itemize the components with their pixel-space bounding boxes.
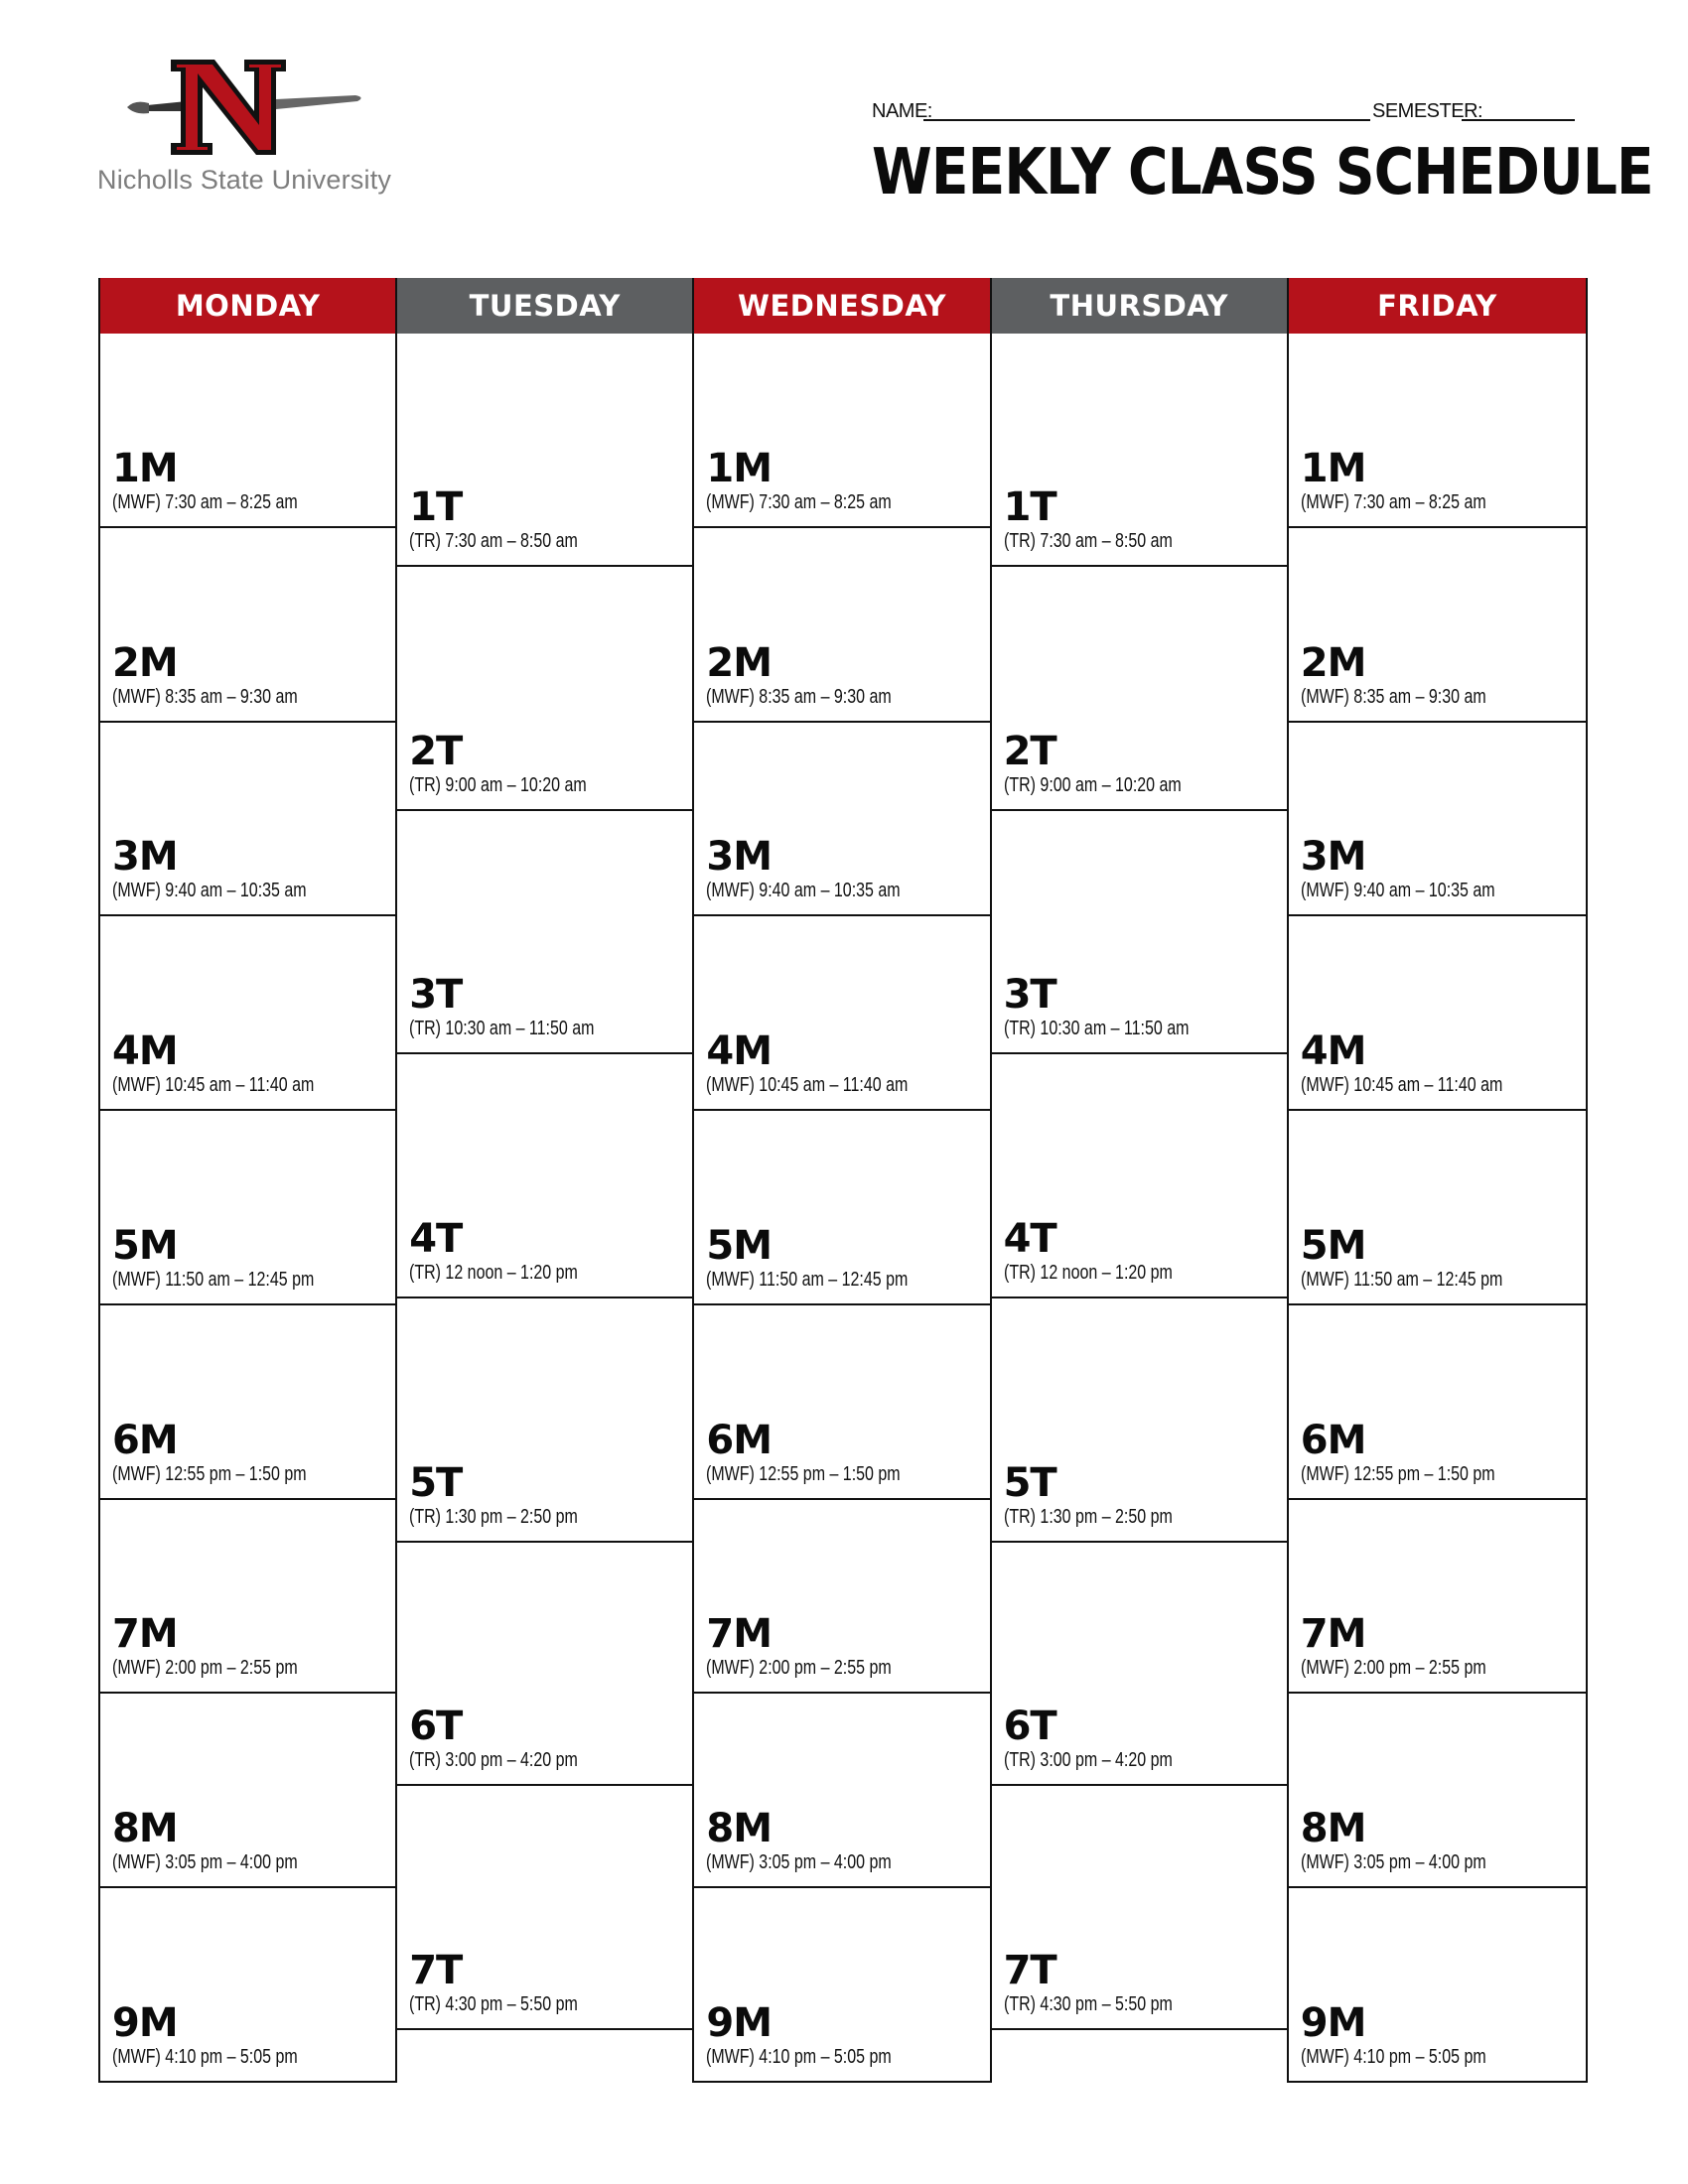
slot-code: 9M bbox=[706, 1999, 773, 2046]
slot-5m[interactable] bbox=[100, 1111, 395, 1305]
slot-time: (TR) 3:00 pm – 4:20 pm bbox=[1003, 1749, 1173, 1772]
slot-time: (MWF) 3:05 pm – 4:00 pm bbox=[1300, 1851, 1486, 1874]
university-logo bbox=[97, 37, 395, 208]
slot-code: 2T bbox=[1003, 728, 1056, 774]
slot-time: (TR) 1:30 pm – 2:50 pm bbox=[1003, 1505, 1173, 1528]
slot-time: (MWF) 3:05 pm – 4:00 pm bbox=[706, 1851, 893, 1874]
slot-code: 2M bbox=[1300, 639, 1366, 686]
slot-code: 8M bbox=[112, 1806, 178, 1852]
slot-code: 8M bbox=[1300, 1806, 1366, 1852]
slot-time: (TR) 4:30 pm – 5:50 pm bbox=[1003, 1993, 1173, 2016]
slot-code: 1T bbox=[409, 484, 463, 531]
slot-code: 2T bbox=[409, 728, 463, 774]
day-column-wednesday bbox=[694, 278, 991, 2083]
schedule-grid bbox=[98, 278, 1588, 2083]
slot-4m[interactable] bbox=[100, 916, 395, 1111]
slot-code: 1M bbox=[706, 445, 773, 491]
slot-1t[interactable] bbox=[397, 334, 692, 567]
slot-3m[interactable] bbox=[694, 723, 989, 917]
slot-7t[interactable] bbox=[992, 1786, 1287, 2030]
slot-time: (MWF) 2:00 pm – 2:55 pm bbox=[706, 1657, 893, 1680]
slot-3m[interactable] bbox=[1289, 723, 1586, 917]
slot-time: (MWF) 9:40 am – 10:35 am bbox=[112, 880, 307, 902]
slot-time: (MWF) 7:30 am – 8:25 am bbox=[706, 490, 893, 513]
slot-code: 6M bbox=[1300, 1417, 1366, 1463]
slot-code: 2M bbox=[112, 639, 178, 686]
slot-time: (MWF) 8:35 am – 9:30 am bbox=[1300, 685, 1486, 708]
slot-code: 2M bbox=[706, 639, 773, 686]
slot-6m[interactable] bbox=[100, 1305, 395, 1500]
slot-code: 4M bbox=[706, 1028, 773, 1075]
slot-6m[interactable] bbox=[1289, 1305, 1586, 1500]
slot-time: (TR) 3:00 pm – 4:20 pm bbox=[409, 1749, 579, 1772]
semester-field[interactable] bbox=[1462, 119, 1575, 121]
slot-code: 6T bbox=[1003, 1704, 1056, 1750]
slot-code: 4T bbox=[409, 1216, 463, 1263]
slot-9m[interactable] bbox=[694, 1888, 989, 2083]
slot-5t[interactable] bbox=[992, 1298, 1287, 1543]
slot-code: 3T bbox=[1003, 972, 1056, 1019]
slot-3t[interactable] bbox=[992, 811, 1287, 1055]
slot-6m[interactable] bbox=[694, 1305, 989, 1500]
slot-4t[interactable] bbox=[992, 1054, 1287, 1298]
slot-1t[interactable] bbox=[992, 334, 1287, 567]
slot-time: (TR) 9:00 am – 10:20 am bbox=[409, 773, 587, 796]
slot-9m[interactable] bbox=[1289, 1888, 1586, 2083]
slot-code: 7T bbox=[409, 1948, 463, 1994]
slot-code: 9M bbox=[112, 1999, 178, 2046]
slot-5t[interactable] bbox=[397, 1298, 692, 1543]
slot-time: (TR) 10:30 am – 11:50 am bbox=[1003, 1018, 1190, 1040]
slot-time: (MWF) 2:00 pm – 2:55 pm bbox=[112, 1657, 298, 1680]
slot-8m[interactable] bbox=[1289, 1694, 1586, 1888]
slot-time: (TR) 4:30 pm – 5:50 pm bbox=[409, 1993, 579, 2016]
slot-time: (MWF) 8:35 am – 9:30 am bbox=[706, 685, 893, 708]
slot-3t[interactable] bbox=[397, 811, 692, 1055]
slot-code: 8M bbox=[706, 1806, 773, 1852]
slot-time: (MWF) 10:45 am – 11:40 am bbox=[1300, 1074, 1503, 1097]
day-column-tuesday bbox=[397, 278, 694, 2083]
day-header-thursday: THURSDAY bbox=[992, 278, 1287, 334]
day-header-friday: FRIDAY bbox=[1289, 278, 1586, 334]
slot-code: 5M bbox=[112, 1222, 178, 1269]
slot-5m[interactable] bbox=[1289, 1111, 1586, 1305]
slot-time: (MWF) 4:10 pm – 5:05 pm bbox=[112, 2045, 298, 2068]
slot-time: (MWF) 10:45 am – 11:40 am bbox=[706, 1074, 909, 1097]
slot-6t[interactable] bbox=[992, 1543, 1287, 1787]
slot-8m[interactable] bbox=[694, 1694, 989, 1888]
slot-code: 5T bbox=[1003, 1459, 1056, 1506]
slot-code: 3M bbox=[706, 834, 773, 881]
slot-time: (MWF) 8:35 am – 9:30 am bbox=[112, 685, 298, 708]
slot-time: (TR) 9:00 am – 10:20 am bbox=[1003, 773, 1182, 796]
slot-code: 5M bbox=[1300, 1222, 1366, 1269]
slot-time: (TR) 10:30 am – 11:50 am bbox=[409, 1018, 595, 1040]
slot-time: (TR) 7:30 am – 8:50 am bbox=[409, 530, 579, 553]
slot-1m[interactable] bbox=[694, 334, 989, 528]
slot-time: (MWF) 12:55 pm – 1:50 pm bbox=[1300, 1462, 1495, 1485]
slot-code: 7T bbox=[1003, 1948, 1056, 1994]
slot-2m[interactable] bbox=[694, 528, 989, 723]
slot-code: 7M bbox=[112, 1611, 178, 1658]
slot-4m[interactable] bbox=[694, 916, 989, 1111]
slot-code: 6T bbox=[409, 1704, 463, 1750]
nicholls-n-sword-icon bbox=[127, 37, 365, 161]
slot-code: 4M bbox=[1300, 1028, 1366, 1075]
name-field[interactable] bbox=[923, 119, 1370, 121]
slot-time: (TR) 7:30 am – 8:50 am bbox=[1003, 530, 1173, 553]
day-column-friday bbox=[1289, 278, 1586, 2083]
slot-code: 5M bbox=[706, 1222, 773, 1269]
semester-label: SEMESTER: bbox=[1372, 100, 1483, 122]
day-column-thursday bbox=[992, 278, 1289, 2083]
slot-time: (MWF) 12:55 pm – 1:50 pm bbox=[112, 1462, 307, 1485]
slot-7m[interactable] bbox=[100, 1500, 395, 1695]
slot-code: 3T bbox=[409, 972, 463, 1019]
slot-7m[interactable] bbox=[1289, 1500, 1586, 1695]
slot-time: (MWF) 7:30 am – 8:25 am bbox=[1300, 490, 1486, 513]
slot-3m[interactable] bbox=[100, 723, 395, 917]
slot-code: 1M bbox=[112, 445, 178, 491]
page-title: WEEKLY CLASS SCHEDULE bbox=[872, 136, 1653, 209]
slot-code: 7M bbox=[706, 1611, 773, 1658]
slot-2t[interactable] bbox=[397, 567, 692, 811]
day-header-tuesday: TUESDAY bbox=[397, 278, 692, 334]
slot-7t[interactable] bbox=[397, 1786, 692, 2030]
slot-8m[interactable] bbox=[100, 1694, 395, 1888]
slot-code: 3M bbox=[1300, 834, 1366, 881]
slot-code: 9M bbox=[1300, 1999, 1366, 2046]
name-label: NAME: bbox=[872, 100, 932, 122]
slot-time: (MWF) 3:05 pm – 4:00 pm bbox=[112, 1851, 298, 1874]
slot-5m[interactable] bbox=[694, 1111, 989, 1305]
slot-time: (TR) 12 noon – 1:20 pm bbox=[409, 1262, 579, 1285]
slot-2m[interactable] bbox=[100, 528, 395, 723]
slot-time: (MWF) 7:30 am – 8:25 am bbox=[112, 490, 298, 513]
slot-code: 7M bbox=[1300, 1611, 1366, 1658]
slot-code: 6M bbox=[706, 1417, 773, 1463]
slot-code: 1T bbox=[1003, 484, 1056, 531]
slot-time: (MWF) 4:10 pm – 5:05 pm bbox=[706, 2045, 893, 2068]
slot-2t[interactable] bbox=[992, 567, 1287, 811]
day-column-monday bbox=[100, 278, 397, 2083]
slot-code: 1M bbox=[1300, 445, 1366, 491]
logo-letter: N bbox=[127, 37, 139, 54]
slot-time: (TR) 12 noon – 1:20 pm bbox=[1003, 1262, 1173, 1285]
slot-code: 4T bbox=[1003, 1216, 1056, 1263]
slot-code: 3M bbox=[112, 834, 178, 881]
slot-time: (MWF) 9:40 am – 10:35 am bbox=[706, 880, 902, 902]
slot-1m[interactable] bbox=[100, 334, 395, 528]
slot-time: (MWF) 11:50 am – 12:45 pm bbox=[1300, 1268, 1503, 1291]
slot-4t[interactable] bbox=[397, 1054, 692, 1298]
slot-time: (MWF) 4:10 pm – 5:05 pm bbox=[1300, 2045, 1486, 2068]
university-name: Nicholls State University bbox=[97, 165, 392, 195]
slot-time: (MWF) 9:40 am – 10:35 am bbox=[1300, 880, 1495, 902]
student-fields bbox=[872, 91, 1579, 125]
slot-1m[interactable] bbox=[1289, 334, 1586, 528]
day-header-wednesday: WEDNESDAY bbox=[694, 278, 989, 334]
slot-time: (MWF) 11:50 am – 12:45 pm bbox=[706, 1268, 909, 1291]
slot-6t[interactable] bbox=[397, 1543, 692, 1787]
slot-code: 6M bbox=[112, 1417, 178, 1463]
slot-4m[interactable] bbox=[1289, 916, 1586, 1111]
slot-time: (MWF) 11:50 am – 12:45 pm bbox=[112, 1268, 315, 1291]
slot-9m[interactable] bbox=[100, 1888, 395, 2083]
slot-time: (MWF) 10:45 am – 11:40 am bbox=[112, 1074, 315, 1097]
slot-code: 4M bbox=[112, 1028, 178, 1075]
day-header-monday: MONDAY bbox=[100, 278, 395, 334]
slot-code: 5T bbox=[409, 1459, 463, 1506]
slot-7m[interactable] bbox=[694, 1500, 989, 1695]
slot-time: (MWF) 12:55 pm – 1:50 pm bbox=[706, 1462, 902, 1485]
slot-time: (MWF) 2:00 pm – 2:55 pm bbox=[1300, 1657, 1486, 1680]
slot-time: (TR) 1:30 pm – 2:50 pm bbox=[409, 1505, 579, 1528]
slot-2m[interactable] bbox=[1289, 528, 1586, 723]
